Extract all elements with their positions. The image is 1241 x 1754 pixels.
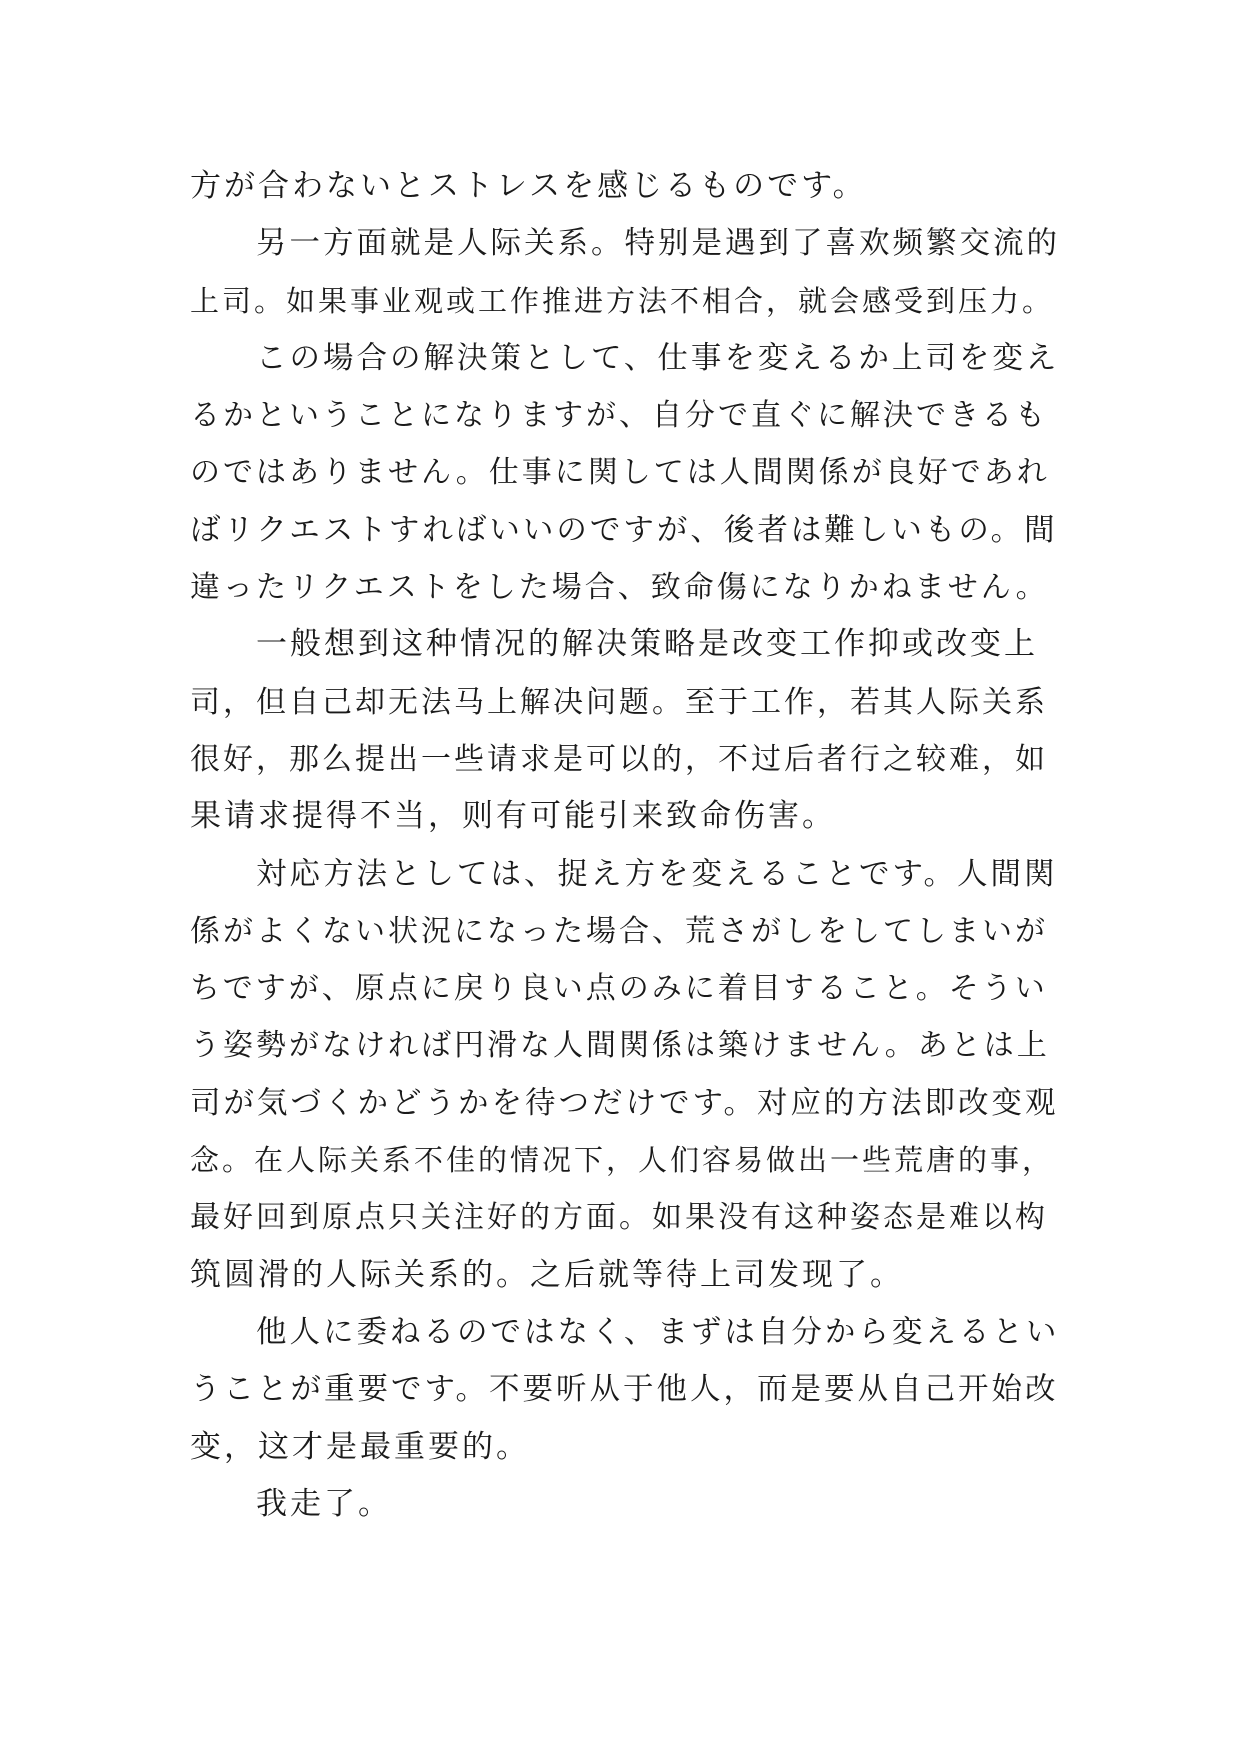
text-line: うことが重要です。不要听从于他人，而是要从自己开始改 <box>190 1372 1059 1408</box>
text-line: ちですが、原点に戻り良い点のみに着目すること。そうい <box>190 971 1048 1007</box>
text-line: 另一方面就是人际关系。特别是遇到了喜欢频繁交流的 <box>256 226 1060 262</box>
text-line: 我走了。 <box>256 1485 392 1522</box>
text-line: 違ったリクエストをした場合、致命傷になりかねません。 <box>190 570 1049 606</box>
text-line: この場合の解決策として、仕事を変えるか上司を変え <box>256 340 1060 376</box>
text-line: 最好回到原点只关注好的方面。如果没有这种姿态是难以构 <box>190 1200 1048 1236</box>
text-line: 上司。如果事业观或工作推进方法不相合，就会感受到压力。 <box>190 283 1055 318</box>
text-line: のではありません。仕事に関しては人間関係が良好であれ <box>190 455 1050 491</box>
text-line: るかということになりますが、自分で直ぐに解決できるも <box>190 398 1048 434</box>
text-line: ばリクエストすればいいのですが、後者は難しいもの。間 <box>190 512 1058 548</box>
text-line: 果请求提得不当，则有可能引来致命伤害。 <box>190 798 836 835</box>
text-line: 他人に委ねるのではなく、まずは自分から変えるとい <box>256 1314 1060 1350</box>
text-line: 筑圆滑的人际关系的。之后就等待上司发现了。 <box>190 1256 904 1293</box>
text-line: 司，但自己却无法马上解决问题。至于工作，若其人际关系 <box>190 684 1048 720</box>
text-line: 很好，那么提出一些请求是可以的，不过后者行之较难，如 <box>190 741 1048 777</box>
text-line: 司が気づくかどうかを待つだけです。对应的方法即改变观 <box>190 1085 1059 1121</box>
text-line: 变，这才是最重要的。 <box>190 1428 530 1465</box>
body-text <box>190 158 1060 1533</box>
text-line: 念。在人际关系不佳的情况下，人们容易做出一些荒唐的事， <box>190 1143 1055 1178</box>
text-line: 対応方法としては、捉え方を変えることです。人間関 <box>256 856 1058 892</box>
text-line: 方が合わないとストレスを感じるものです。 <box>190 168 867 204</box>
text-line: う姿勢がなければ円滑な人間関係は築けません。あとは上 <box>190 1028 1050 1064</box>
text-line: 係がよくない状況になった場合、荒さがしをしてしまいが <box>190 913 1048 949</box>
text-line: 一般想到这种情况的解决策略是改变工作抑或改变上 <box>256 626 1038 663</box>
